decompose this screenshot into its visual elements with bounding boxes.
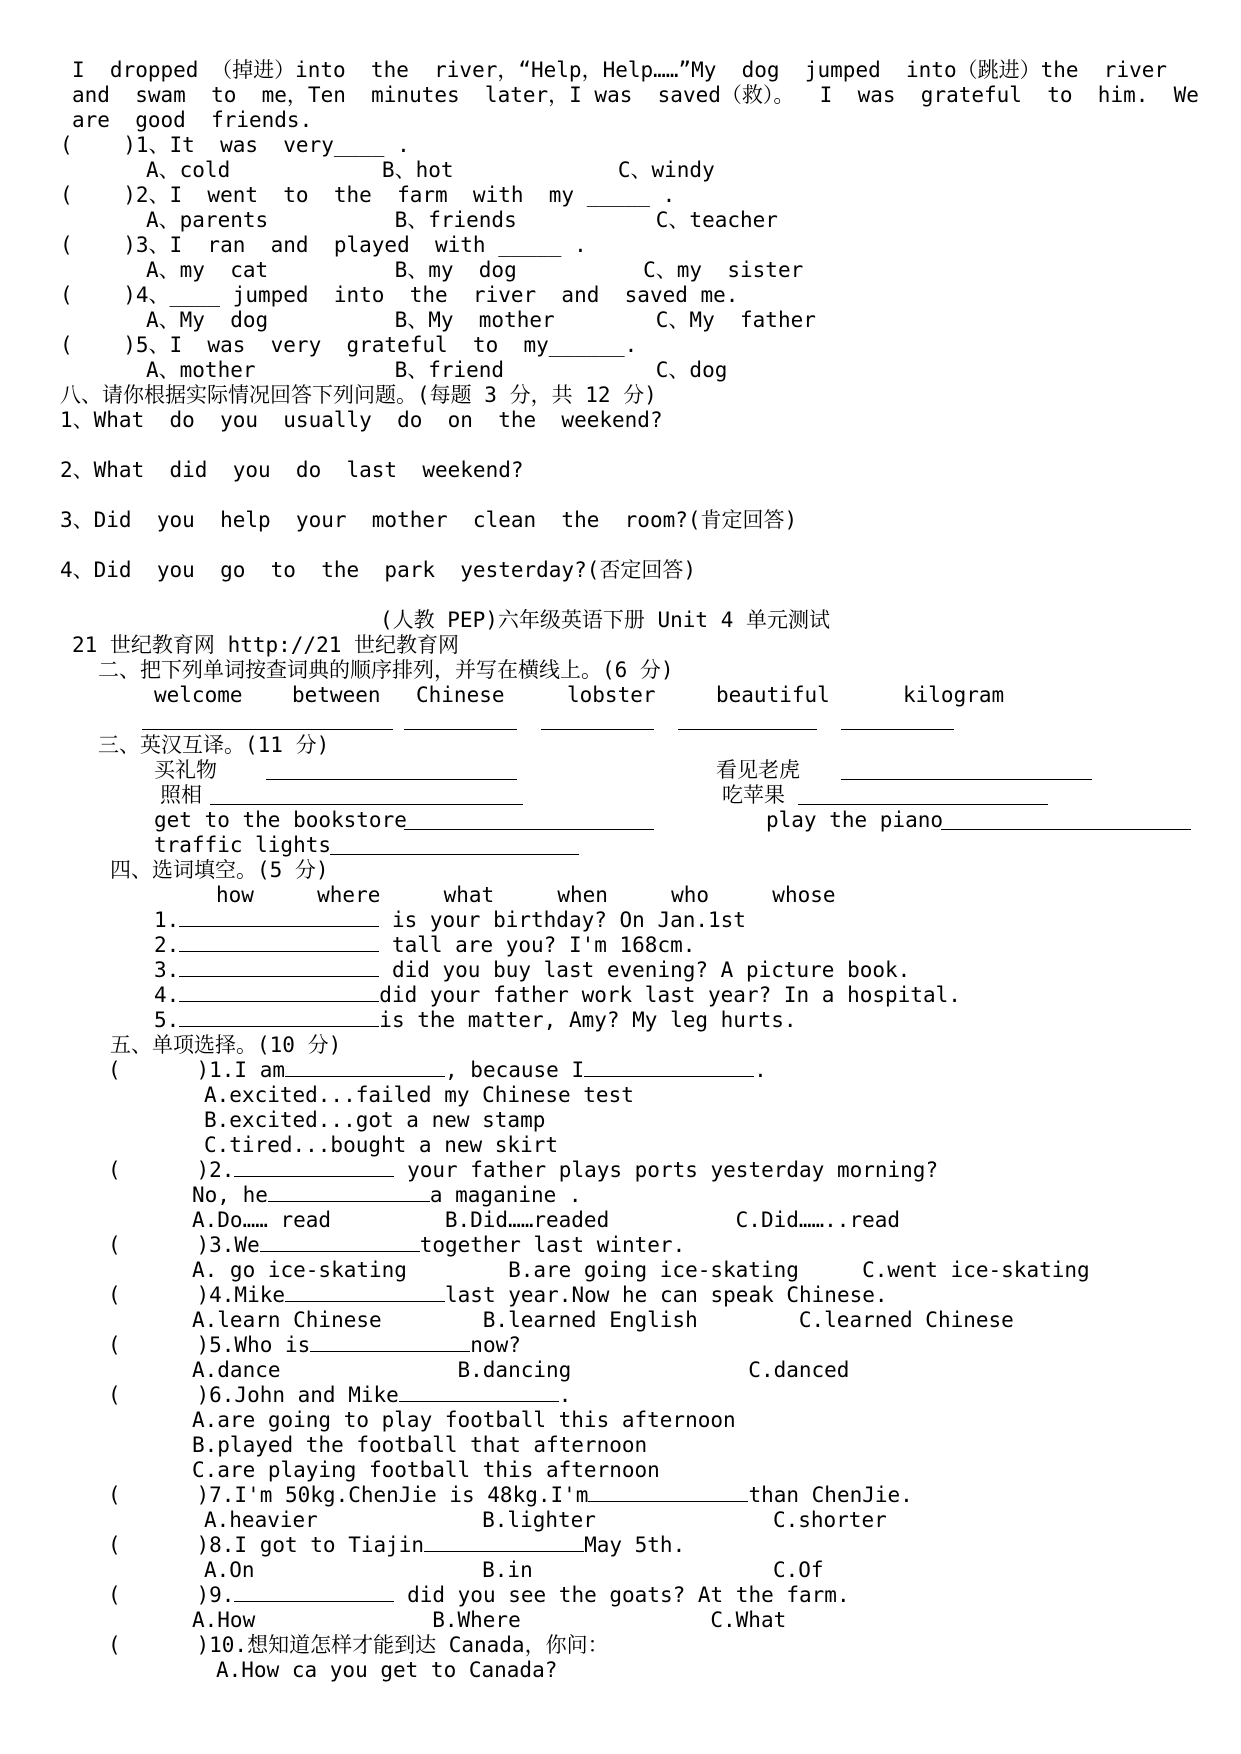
question-stem: May 5th. [584, 1533, 686, 1557]
translation-blank-1[interactable] [266, 779, 517, 780]
fill-blank[interactable] [179, 958, 379, 977]
choice-blank[interactable] [234, 1583, 394, 1602]
fill-item-1 [154, 908, 746, 933]
reading-options-3: A、my cat B、my dog C、my sister [146, 258, 804, 282]
fill-item-3 [154, 958, 910, 983]
choice-blank[interactable] [234, 1158, 394, 1177]
fill-blank[interactable] [179, 983, 379, 1002]
question-stem: ( )7.I'm 50kg.ChenJie is 48kg.I'm [108, 1483, 589, 1507]
fill-item-number: 5. [154, 1008, 180, 1032]
reading-question-1: ( )1、It was very____ . [60, 133, 410, 157]
fill-item-text: tall are you? I'm 168cm. [379, 933, 696, 957]
choice-2-options: A.Do…… read B.Did……readed C.Did……..read [192, 1208, 901, 1232]
answer-blank-5[interactable] [841, 729, 954, 730]
question-stem: ( )1.I am [108, 1058, 286, 1082]
reading-question-4: ( )4、____ jumped into the river and saved me. [60, 283, 739, 307]
choice-question-5 [108, 1333, 521, 1358]
word-lobster: lobster [567, 683, 656, 707]
choice-question-4 [108, 1283, 888, 1308]
choice-question-7 [108, 1483, 913, 1508]
choice-1-option-b: B.excited...got a new stamp [204, 1108, 546, 1132]
word-bank: how where what when who whose [216, 883, 836, 907]
choice-blank[interactable] [399, 1383, 559, 1402]
word-beautiful: beautiful [716, 683, 830, 707]
fill-item-text: is the matter, Amy? My leg hurts. [379, 1008, 797, 1032]
choice-blank[interactable] [588, 1483, 748, 1502]
question-stem: . [754, 1058, 767, 1082]
choice-6-option-a: A.are going to play football this afternoon [192, 1408, 736, 1432]
question-stem: your father plays ports yesterday morning? [394, 1158, 939, 1182]
translation-blank-2[interactable] [841, 779, 1092, 780]
choice-blank[interactable] [268, 1183, 430, 1202]
choice-blank[interactable] [260, 1233, 420, 1252]
question-stem: did you see the goats? At the farm. [394, 1583, 850, 1607]
question-stem: No, he [192, 1183, 268, 1207]
choice-5-options: A.dance B.dancing C.danced [192, 1358, 850, 1382]
question-stem: , because I [445, 1058, 585, 1082]
question-stem: together last winter. [419, 1233, 686, 1257]
fill-item-5 [154, 1008, 797, 1033]
section-5-heading: 五、单项选择。(10 分) [110, 1033, 342, 1057]
question-stem: than ChenJie. [748, 1483, 913, 1507]
choice-blank[interactable] [285, 1283, 445, 1302]
choice-1-option-c: C.tired...bought a new skirt [204, 1133, 559, 1157]
phrase-eat-apple: 吃苹果 [722, 783, 785, 807]
answer-blank-1[interactable] [142, 729, 393, 730]
choice-10-option-a: A.How ca you get to Canada? [216, 1658, 558, 1682]
section-8-heading: 八、请你根据实际情况回答下列问题。(每题 3 分，共 12 分) [60, 383, 657, 407]
choice-question-3 [108, 1233, 685, 1258]
choice-question-2-line2 [192, 1183, 582, 1208]
fill-blank[interactable] [179, 908, 379, 927]
choice-blank[interactable] [584, 1058, 754, 1077]
section-3-heading: 三、英汉互译。(11 分) [98, 733, 330, 757]
phrase-get-bookstore: get to the bookstore [154, 808, 407, 832]
question-stem: ( )6.John and Mike [108, 1383, 399, 1407]
passage-line-2: and swam to me，Ten minutes later，I was saved（救）。 I was grateful to him. We [72, 83, 1199, 107]
website-line: 21 世纪教育网 http://21 世纪教育网 [72, 633, 460, 657]
fill-item-number: 2. [154, 933, 180, 957]
fill-item-2 [154, 933, 695, 958]
section-8-question-4: 4、Did you go to the park yesterday?(否定回答) [60, 558, 697, 582]
choice-7-options: A.heavier B.lighter C.shorter [204, 1508, 887, 1532]
question-stem: ( )2. [108, 1158, 235, 1182]
choice-blank[interactable] [285, 1058, 445, 1077]
question-stem: ( )5.Who is [108, 1333, 311, 1357]
question-stem: ( )8.I got to Tiajin [108, 1533, 425, 1557]
phrase-take-photo: 照相 [160, 783, 202, 807]
reading-options-4: A、My dog B、My mother C、My father [146, 308, 816, 332]
translation-blank-7[interactable] [330, 854, 579, 855]
answer-blank-2[interactable] [404, 729, 517, 730]
translation-blank-5[interactable] [404, 829, 654, 830]
choice-question-1 [108, 1058, 767, 1083]
fill-item-text: is your birthday? On Jan.1st [379, 908, 746, 932]
choice-blank[interactable] [310, 1333, 470, 1352]
fill-item-text: did you buy last evening? A picture book. [379, 958, 911, 982]
translation-blank-4[interactable] [798, 804, 1048, 805]
section-8-question-2: 2、What did you do last weekend? [60, 458, 524, 482]
question-stem: ( )9. [108, 1583, 235, 1607]
answer-blank-4[interactable] [678, 729, 817, 730]
translation-blank-6[interactable] [941, 829, 1191, 830]
reading-question-5: ( )5、I was very grateful to my______. [60, 333, 638, 357]
choice-question-10: ( )10.想知道怎样才能到达 Canada，你问： [108, 1633, 609, 1657]
choice-9-options: A.How B.Where C.What [192, 1608, 787, 1632]
reading-options-2: A、parents B、friends C、teacher [146, 208, 778, 232]
word-welcome: welcome [154, 683, 243, 707]
passage-line-1: I dropped （掉进）into the river，“Help，Help……”My dog jumped into（跳进）the river [72, 58, 1168, 82]
fill-item-number: 4. [154, 983, 180, 1007]
question-stem: . [558, 1383, 572, 1407]
choice-8-options: A.On B.in C.Of [204, 1558, 824, 1582]
question-stem: last year.Now he can speak Chinese. [445, 1283, 888, 1307]
question-stem: now? [470, 1333, 521, 1357]
reading-question-2: ( )2、I went to the farm with my _____ . [60, 183, 676, 207]
section-8-question-1: 1、What do you usually do on the weekend? [60, 408, 663, 432]
phrase-see-tiger: 看见老虎 [716, 758, 800, 782]
choice-6-option-c: C.are playing football this afternoon [192, 1458, 660, 1482]
word-chinese: Chinese [416, 683, 505, 707]
phrase-buy-gift: 买礼物 [154, 758, 217, 782]
translation-blank-3[interactable] [210, 804, 523, 805]
choice-1-option-a: A.excited...failed my Chinese test [204, 1083, 634, 1107]
section-2-heading: 二、把下列单词按查词典的顺序排列，并写在横线上。(6 分) [98, 658, 674, 682]
test-title: (人教 PEP)六年级英语下册 Unit 4 单元测试 [380, 608, 831, 632]
fill-blank[interactable] [179, 933, 379, 952]
choice-question-6 [108, 1383, 571, 1408]
choice-blank[interactable] [424, 1533, 584, 1552]
word-kilogram: kilogram [903, 683, 1005, 707]
phrase-play-piano: play the piano [766, 808, 944, 832]
reading-options-5: A、mother B、friend C、dog [146, 358, 728, 382]
choice-question-9 [108, 1583, 850, 1608]
reading-question-3: ( )3、I ran and played with _____ . [60, 233, 587, 257]
reading-options-1: A、cold B、hot C、windy [146, 158, 715, 182]
passage-line-3: are good friends. [72, 108, 313, 132]
choice-question-8 [108, 1533, 685, 1558]
choice-6-option-b: B.played the football that afternoon [192, 1433, 648, 1457]
question-stem: ( )4.Mike [108, 1283, 286, 1307]
choice-question-2 [108, 1158, 938, 1183]
fill-item-4 [154, 983, 961, 1008]
fill-blank[interactable] [179, 1008, 379, 1027]
section-4-heading: 四、选词填空。(5 分) [110, 858, 329, 882]
fill-item-number: 3. [154, 958, 180, 982]
answer-blank-3[interactable] [541, 729, 654, 730]
question-stem: a maganine . [429, 1183, 582, 1207]
choice-4-options: A.learn Chinese B.learned English C.learned Chinese [192, 1308, 1014, 1332]
choice-3-options: A. go ice-skating B.are going ice-skating C.went ice-skating [192, 1258, 1090, 1282]
phrase-traffic-lights: traffic lights [154, 833, 332, 857]
word-between: between [292, 683, 381, 707]
question-stem: ( )3.We [108, 1233, 260, 1257]
fill-item-text: did your father work last year? In a hospital. [379, 983, 961, 1007]
fill-item-number: 1. [154, 908, 180, 932]
section-8-question-3: 3、Did you help your mother clean the room?(肯定回答) [60, 508, 798, 532]
